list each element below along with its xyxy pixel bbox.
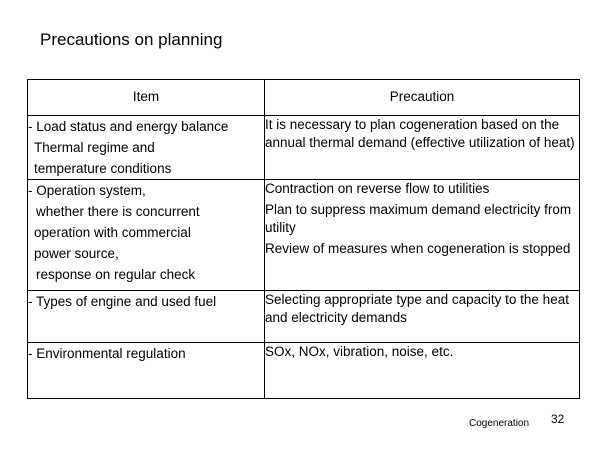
precaution-cell xyxy=(265,180,580,291)
precaution-cell xyxy=(265,116,580,180)
page-title: Precautions on planning xyxy=(40,30,223,49)
item-line: - Types of engine and used fuel xyxy=(28,294,217,309)
precaution-cell xyxy=(265,343,580,399)
item-cell xyxy=(28,343,265,399)
item-line: - Operation system, xyxy=(28,183,146,198)
item-line: Thermal regime and xyxy=(34,140,155,155)
item-cell xyxy=(28,180,265,291)
item-line: - Environmental regulation xyxy=(28,346,186,361)
item-cell xyxy=(28,116,265,180)
footer-label: Cogeneration xyxy=(469,418,530,429)
precaution-text: Plan to suppress maximum demand electricity from utility xyxy=(265,202,572,235)
item-line: temperature conditions xyxy=(34,161,172,176)
item-line: - Load status and energy balance xyxy=(28,119,229,134)
precaution-text: SOx, NOx, vibration, noise, etc. xyxy=(265,344,454,359)
item-line: response on regular check xyxy=(36,267,196,282)
table-row xyxy=(28,116,580,180)
precaution-text: Selecting appropriate type and capacity to the heat and electricity demands xyxy=(265,292,569,325)
precaution-text: It is necessary to plan cogeneration based on the annual thermal demand (effective utilization of heat) xyxy=(265,117,575,150)
item-cell xyxy=(28,291,265,343)
table-row xyxy=(28,180,580,291)
precaution-cell xyxy=(265,291,580,343)
item-line: operation with commercial xyxy=(34,225,191,240)
header-precaution: Precaution xyxy=(265,80,580,116)
table-row xyxy=(28,291,580,343)
table-header-row xyxy=(28,80,580,116)
precautions-table xyxy=(27,79,580,399)
precaution-text: Review of measures when cogeneration is stopped xyxy=(265,241,571,256)
page-number: 32 xyxy=(551,412,565,426)
item-line: whether there is concurrent xyxy=(36,204,200,219)
precaution-text: Contraction on reverse flow to utilities xyxy=(265,181,490,196)
item-line: power source, xyxy=(34,246,119,261)
header-item: Item xyxy=(28,80,265,116)
table-row xyxy=(28,343,580,399)
